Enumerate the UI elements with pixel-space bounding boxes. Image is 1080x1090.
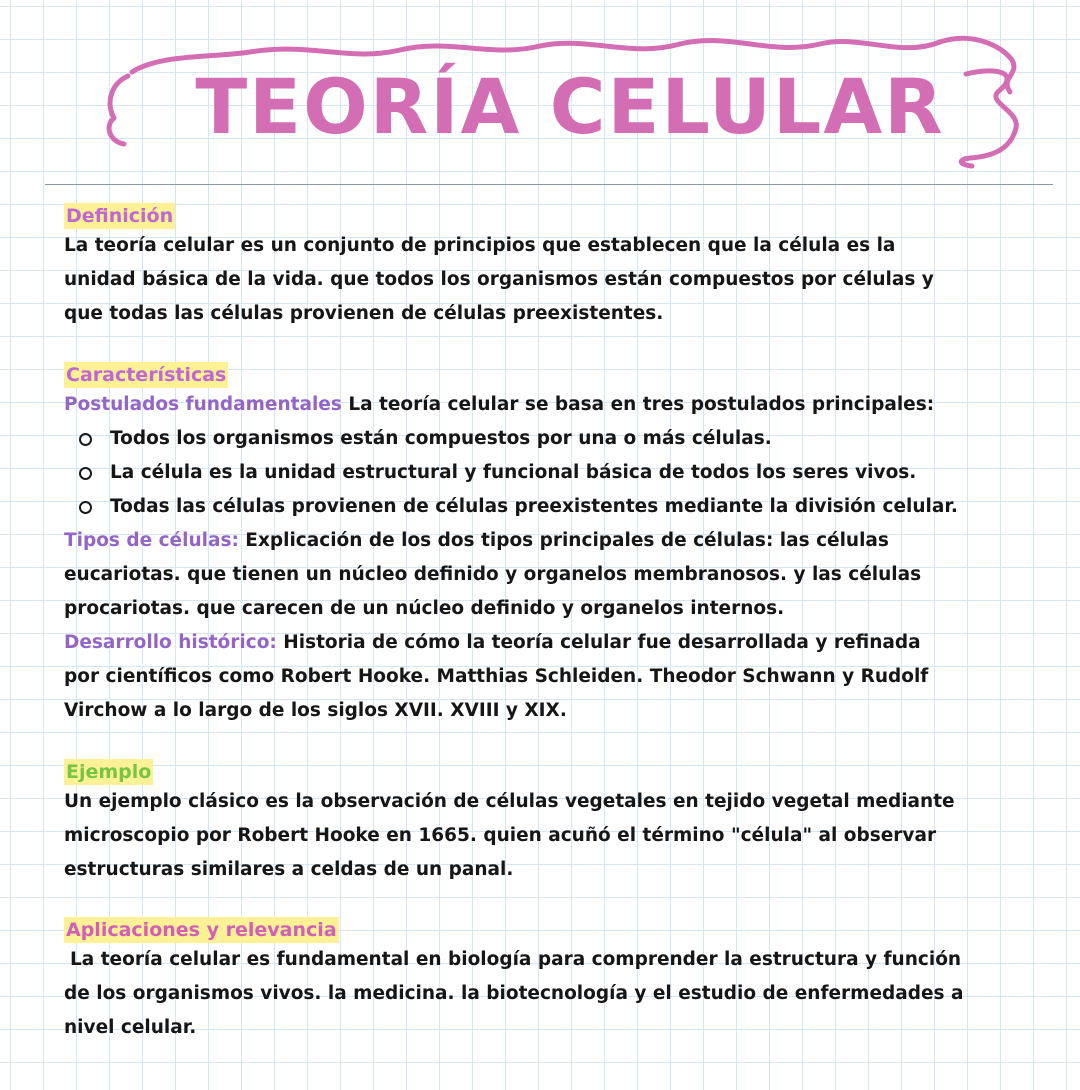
desarrollo-line: Virchow a lo largo de los siglos XVII. XVIII y XIX. (64, 700, 567, 721)
list-item (76, 490, 1054, 524)
ejemplo-line: Un ejemplo clásico es la observación de células vegetales en tejido vegetal mediante (64, 791, 955, 812)
list-item-text: Todos los organismos están compuestos por una o más células. (110, 428, 772, 449)
bullet-circle-icon (79, 501, 92, 514)
aplicaciones-line: nivel celular. (64, 1017, 197, 1038)
ejemplo-line: microscopio por Robert Hooke en 1665. quien acuñó el término "célula" al observar (64, 825, 937, 846)
tipos-line (64, 524, 1054, 558)
list-item-text: Todas las células provienen de células preexistentes mediante la división celular. (110, 496, 958, 517)
ejemplo-line: estructuras similares a celdas de un panal. (64, 859, 514, 880)
section-definicion (64, 203, 1054, 331)
bullet-circle-icon (79, 467, 92, 480)
desarrollo-label: Desarrollo histórico: (64, 632, 277, 653)
title-divider (45, 184, 1053, 185)
heading-caracteristicas: Características (66, 364, 227, 386)
bullet-circle-icon (79, 433, 92, 446)
postulados-list (64, 422, 1054, 524)
definicion-line: unidad básica de la vida. que todos los organismos están compuestos por células y (64, 269, 934, 290)
postulados-line (64, 388, 1054, 422)
heading-ejemplo: Ejemplo (66, 761, 152, 783)
tipos-line: procariotas. que carecen de un núcleo definido y organelos internos. (64, 598, 785, 619)
tipos-label: Tipos de células: (64, 530, 239, 551)
postulados-text: La teoría celular se basa en tres postulados principales: (341, 394, 935, 415)
definicion-line: que todas las células provienen de células preexistentes. (64, 303, 664, 324)
section-caracteristicas (64, 362, 1054, 728)
desarrollo-text: Historia de cómo la teoría celular fue desarrollada y refinada (276, 632, 921, 653)
aplicaciones-line: de los organismos vivos. la medicina. la biotecnología y el estudio de enfermedades a (64, 983, 964, 1004)
list-item (76, 422, 1054, 456)
heading-aplicaciones: Aplicaciones y relevancia (66, 919, 337, 941)
aplicaciones-line: La teoría celular es fundamental en biología para comprender la estructura y función (70, 949, 962, 970)
notes-body (64, 203, 1054, 1045)
section-ejemplo (64, 759, 1054, 887)
tipos-line: eucariotas. que tienen un núcleo definido y organelos membranosos. y las células (64, 564, 922, 585)
desarrollo-line: por científicos como Robert Hooke. Matthias Schleiden. Theodor Schwann y Rudolf (64, 666, 929, 687)
list-item-text: La célula es la unidad estructural y funcional básica de todos los seres vivos. (110, 462, 917, 483)
page-title: TEORÍA CELULAR (195, 62, 945, 151)
heading-definicion: Definición (66, 205, 174, 227)
title-banner (100, 14, 1040, 184)
postulados-label: Postulados fundamentales (64, 394, 342, 415)
definicion-line: La teoría celular es un conjunto de principios que establecen que la célula es la (64, 235, 896, 256)
desarrollo-line (64, 626, 1054, 660)
tipos-text: Explicación de los dos tipos principales de células: las células (238, 530, 889, 551)
section-aplicaciones (64, 917, 1054, 1045)
list-item (76, 456, 1054, 490)
